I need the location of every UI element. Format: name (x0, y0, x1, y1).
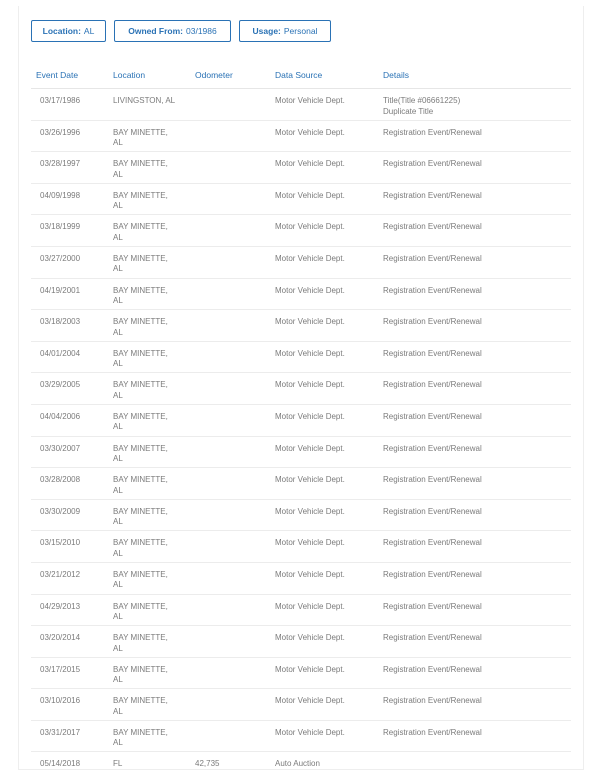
table-row (31, 341, 571, 373)
odometer-cell (195, 594, 275, 626)
table-row (31, 499, 571, 531)
event-date-cell (31, 531, 113, 563)
odometer-cell (195, 278, 275, 310)
location-cell-text: BAY MINETTE, AL (113, 247, 179, 275)
location-cell-text: BAY MINETTE, AL (113, 215, 179, 243)
details-cell-text (383, 752, 571, 759)
odometer-cell (195, 689, 275, 721)
details-cell (383, 341, 571, 373)
odometer-cell-text (195, 405, 275, 412)
odometer-cell (195, 657, 275, 689)
details-cell-text: Registration Event/Renewal (383, 342, 571, 360)
details-cell (383, 720, 571, 752)
details-cell-text: Registration Event/Renewal (383, 152, 571, 170)
data-source-cell-text: Auto Auction (275, 752, 383, 770)
event-date-cell (31, 468, 113, 500)
vehicle-history-table (31, 62, 571, 783)
event-date-cell-text: 03/30/2009 (31, 500, 113, 518)
data-source-cell-text: Motor Vehicle Dept. (275, 563, 383, 581)
event-date-cell-text: 03/31/2017 (31, 721, 113, 739)
details-cell-text: Registration Event/Renewal (383, 437, 571, 455)
odometer-cell-text (195, 215, 275, 222)
event-date-cell (31, 310, 113, 342)
details-cell (383, 89, 571, 121)
data-source-cell (275, 752, 383, 783)
event-date-cell-text: 03/20/2014 (31, 626, 113, 644)
event-date-cell-text: 03/18/2003 (31, 310, 113, 328)
table-row (31, 468, 571, 500)
location-cell-text: BAY MINETTE, AL (113, 152, 179, 180)
location-cell (113, 562, 195, 594)
odometer-cell (195, 562, 275, 594)
usage-filter-value: Personal (284, 21, 318, 41)
details-cell (383, 468, 571, 500)
event-date-cell (31, 689, 113, 721)
odometer-cell (195, 310, 275, 342)
event-date-cell-text: 03/30/2007 (31, 437, 113, 455)
data-source-cell (275, 278, 383, 310)
event-date-cell (31, 373, 113, 405)
details-cell (383, 562, 571, 594)
data-source-cell (275, 468, 383, 500)
location-filter-chip[interactable] (31, 20, 106, 42)
event-date-cell (31, 278, 113, 310)
details-cell-text: Registration Event/Renewal (383, 405, 571, 423)
location-cell-text: BAY MINETTE, AL (113, 500, 179, 528)
odometer-cell (195, 183, 275, 215)
details-cell (383, 436, 571, 468)
event-date-cell (31, 752, 113, 783)
event-date-cell (31, 89, 113, 121)
odometer-cell (195, 404, 275, 436)
details-cell (383, 752, 571, 783)
details-cell-text: Registration Event/Renewal (383, 563, 571, 581)
details-cell (383, 183, 571, 215)
data-source-cell-text: Motor Vehicle Dept. (275, 405, 383, 423)
header-event-date: Event Date (31, 62, 113, 89)
table-row (31, 752, 571, 783)
odometer-cell-text (195, 563, 275, 570)
event-date-cell (31, 436, 113, 468)
data-source-cell-text: Motor Vehicle Dept. (275, 373, 383, 391)
location-cell (113, 499, 195, 531)
data-source-cell-text: Motor Vehicle Dept. (275, 247, 383, 265)
odometer-cell-text (195, 89, 275, 96)
table-row (31, 531, 571, 563)
location-cell (113, 404, 195, 436)
odometer-cell-text (195, 500, 275, 507)
location-cell-text: BAY MINETTE, AL (113, 658, 179, 686)
location-cell (113, 120, 195, 152)
data-source-cell-text: Motor Vehicle Dept. (275, 89, 383, 107)
location-cell (113, 310, 195, 342)
location-cell-text: BAY MINETTE, AL (113, 689, 179, 717)
odometer-cell-text (195, 437, 275, 444)
data-source-cell (275, 562, 383, 594)
odometer-cell (195, 246, 275, 278)
event-date-cell (31, 594, 113, 626)
event-date-cell-text: 05/14/2018 (31, 752, 113, 770)
odometer-cell (195, 89, 275, 121)
table-row (31, 278, 571, 310)
event-date-cell (31, 215, 113, 247)
odometer-cell-text (195, 658, 275, 665)
odometer-cell (195, 120, 275, 152)
event-date-cell-text: 03/15/2010 (31, 531, 113, 549)
details-cell (383, 499, 571, 531)
details-cell (383, 310, 571, 342)
location-cell (113, 531, 195, 563)
odometer-cell (195, 499, 275, 531)
data-source-cell-text: Motor Vehicle Dept. (275, 689, 383, 707)
event-date-cell (31, 404, 113, 436)
details-cell-text: Registration Event/Renewal (383, 215, 571, 233)
event-date-cell-text: 03/28/1997 (31, 152, 113, 170)
details-cell-text: Registration Event/Renewal (383, 247, 571, 265)
details-cell-text: Registration Event/Renewal (383, 595, 571, 613)
details-cell-text: Registration Event/Renewal (383, 121, 571, 139)
event-date-cell-text: 03/17/2015 (31, 658, 113, 676)
table-row (31, 373, 571, 405)
location-cell-text: BAY MINETTE, AL (113, 310, 179, 338)
event-date-cell (31, 246, 113, 278)
odometer-cell (195, 626, 275, 658)
odometer-cell-text (195, 184, 275, 191)
data-source-cell (275, 246, 383, 278)
location-cell (113, 183, 195, 215)
header-odometer: Odometer (195, 62, 275, 89)
location-filter-value: AL (84, 21, 94, 41)
odometer-cell (195, 215, 275, 247)
odometer-cell-text (195, 626, 275, 633)
data-source-cell-text: Motor Vehicle Dept. (275, 121, 383, 139)
data-source-cell-text: Motor Vehicle Dept. (275, 279, 383, 297)
data-source-cell (275, 310, 383, 342)
location-cell (113, 89, 195, 121)
odometer-cell (195, 436, 275, 468)
owned-from-filter-value: 03/1986 (186, 21, 217, 41)
event-date-cell (31, 341, 113, 373)
header-data-source: Data Source (275, 62, 383, 89)
usage-filter-label: Usage: (253, 21, 281, 41)
event-date-cell (31, 720, 113, 752)
location-cell-text: BAY MINETTE, AL (113, 531, 179, 559)
location-cell-text: BAY MINETTE, AL (113, 595, 179, 623)
table-row (31, 404, 571, 436)
event-date-cell-text: 04/09/1998 (31, 184, 113, 202)
table-row (31, 310, 571, 342)
data-source-cell-text: Motor Vehicle Dept. (275, 152, 383, 170)
location-cell (113, 436, 195, 468)
header-details: Details (383, 62, 571, 89)
location-cell (113, 626, 195, 658)
table-row (31, 626, 571, 658)
odometer-cell-text (195, 121, 275, 128)
data-source-cell-text: Motor Vehicle Dept. (275, 342, 383, 360)
data-source-cell (275, 720, 383, 752)
table-row (31, 657, 571, 689)
data-source-cell-text: Motor Vehicle Dept. (275, 437, 383, 455)
table-row (31, 120, 571, 152)
data-source-cell (275, 436, 383, 468)
odometer-cell-text (195, 721, 275, 728)
odometer-cell-text (195, 310, 275, 317)
event-date-cell (31, 152, 113, 184)
event-date-cell-text: 04/19/2001 (31, 279, 113, 297)
table-row (31, 594, 571, 626)
odometer-cell (195, 468, 275, 500)
event-date-cell-text: 03/29/2005 (31, 373, 113, 391)
table-row (31, 183, 571, 215)
details-cell-text: Registration Event/Renewal (383, 658, 571, 676)
event-date-cell (31, 626, 113, 658)
location-cell-text: BAY MINETTE, AL (113, 342, 179, 370)
details-cell (383, 246, 571, 278)
details-cell-text: Registration Event/Renewal (383, 373, 571, 391)
odometer-cell-text (195, 342, 275, 349)
event-date-cell-text: 03/18/1999 (31, 215, 113, 233)
details-cell (383, 120, 571, 152)
data-source-cell (275, 626, 383, 658)
odometer-cell (195, 152, 275, 184)
data-source-cell (275, 152, 383, 184)
odometer-cell (195, 531, 275, 563)
location-cell-text: BAY MINETTE, AL (113, 373, 179, 401)
data-source-cell-text: Motor Vehicle Dept. (275, 310, 383, 328)
event-date-cell-text: 04/01/2004 (31, 342, 113, 360)
data-source-cell (275, 657, 383, 689)
table-header-row (31, 62, 571, 89)
odometer-cell (195, 720, 275, 752)
event-date-cell-text: 03/27/2000 (31, 247, 113, 265)
event-date-cell (31, 657, 113, 689)
details-cell (383, 278, 571, 310)
event-date-cell (31, 562, 113, 594)
data-source-cell (275, 689, 383, 721)
location-cell-text: BAY MINETTE, AL (113, 405, 179, 433)
table-row (31, 89, 571, 121)
details-cell (383, 689, 571, 721)
location-cell (113, 720, 195, 752)
details-cell-text: Registration Event/Renewal (383, 468, 571, 486)
location-cell-text: FL (113, 752, 179, 770)
data-source-cell-text: Motor Vehicle Dept. (275, 215, 383, 233)
table-body (31, 89, 571, 783)
location-cell-text: BAY MINETTE, AL (113, 626, 179, 654)
details-cell-text: Registration Event/Renewal (383, 279, 571, 297)
odometer-cell (195, 752, 275, 783)
data-source-cell-text: Motor Vehicle Dept. (275, 595, 383, 613)
details-cell (383, 594, 571, 626)
details-cell (383, 531, 571, 563)
location-cell-text: BAY MINETTE, AL (113, 121, 179, 149)
location-cell (113, 468, 195, 500)
details-cell-text: Title(Title #06661225) Duplicate Title (383, 89, 571, 117)
details-cell (383, 657, 571, 689)
data-source-cell (275, 594, 383, 626)
odometer-cell-text (195, 689, 275, 696)
location-cell (113, 152, 195, 184)
details-cell-text: Registration Event/Renewal (383, 626, 571, 644)
data-source-cell (275, 404, 383, 436)
table-row (31, 246, 571, 278)
data-source-cell (275, 120, 383, 152)
data-source-cell-text: Motor Vehicle Dept. (275, 184, 383, 202)
location-cell (113, 594, 195, 626)
odometer-cell-text (195, 595, 275, 602)
odometer-cell (195, 341, 275, 373)
location-cell-text: BAY MINETTE, AL (113, 468, 179, 496)
odometer-cell-text (195, 373, 275, 380)
data-source-cell-text: Motor Vehicle Dept. (275, 658, 383, 676)
location-filter-label: Location: (43, 21, 81, 41)
data-source-cell (275, 341, 383, 373)
odometer-cell (195, 373, 275, 405)
data-source-cell-text: Motor Vehicle Dept. (275, 468, 383, 486)
location-cell (113, 278, 195, 310)
details-cell-text: Registration Event/Renewal (383, 184, 571, 202)
filter-chips (31, 20, 331, 42)
table-row (31, 689, 571, 721)
data-source-cell-text: Motor Vehicle Dept. (275, 531, 383, 549)
data-source-cell (275, 215, 383, 247)
table-row (31, 436, 571, 468)
event-date-cell (31, 120, 113, 152)
data-source-cell-text: Motor Vehicle Dept. (275, 721, 383, 739)
details-cell-text: Registration Event/Renewal (383, 310, 571, 328)
details-cell (383, 404, 571, 436)
details-cell-text: Registration Event/Renewal (383, 689, 571, 707)
data-source-cell-text: Motor Vehicle Dept. (275, 500, 383, 518)
odometer-cell-text (195, 247, 275, 254)
data-source-cell-text: Motor Vehicle Dept. (275, 626, 383, 644)
details-cell-text: Registration Event/Renewal (383, 500, 571, 518)
data-source-cell (275, 89, 383, 121)
owned-from-filter-chip[interactable] (114, 20, 231, 42)
details-cell-text: Registration Event/Renewal (383, 531, 571, 549)
data-source-cell (275, 499, 383, 531)
location-cell-text: BAY MINETTE, AL (113, 437, 179, 465)
data-source-cell (275, 531, 383, 563)
table-row (31, 215, 571, 247)
odometer-cell-text (195, 531, 275, 538)
data-source-cell (275, 373, 383, 405)
event-date-cell (31, 499, 113, 531)
vehicle-history-card (18, 6, 584, 770)
table-row (31, 152, 571, 184)
event-date-cell-text: 03/21/2012 (31, 563, 113, 581)
location-cell-text: LIVINGSTON, AL (113, 89, 179, 107)
location-cell (113, 373, 195, 405)
details-cell (383, 373, 571, 405)
details-cell-text: Registration Event/Renewal (383, 721, 571, 739)
event-date-cell-text: 03/28/2008 (31, 468, 113, 486)
event-date-cell-text: 03/10/2016 (31, 689, 113, 707)
location-cell (113, 657, 195, 689)
location-cell (113, 215, 195, 247)
details-cell (383, 152, 571, 184)
location-cell (113, 752, 195, 783)
details-cell (383, 626, 571, 658)
odometer-cell-text (195, 152, 275, 159)
event-date-cell (31, 183, 113, 215)
location-cell-text: BAY MINETTE, AL (113, 563, 179, 591)
usage-filter-chip[interactable] (239, 20, 331, 42)
event-date-cell-text: 03/17/1986 (31, 89, 113, 107)
event-date-cell-text: 03/26/1996 (31, 121, 113, 139)
location-cell (113, 246, 195, 278)
table-row (31, 562, 571, 594)
location-cell-text: BAY MINETTE, AL (113, 721, 179, 749)
location-cell (113, 341, 195, 373)
details-cell (383, 215, 571, 247)
owned-from-filter-label: Owned From: (128, 21, 183, 41)
odometer-cell-text: 42,735 (195, 752, 275, 770)
event-date-cell-text: 04/29/2013 (31, 595, 113, 613)
odometer-cell-text (195, 279, 275, 286)
header-location: Location (113, 62, 195, 89)
location-cell-text: BAY MINETTE, AL (113, 184, 179, 212)
data-source-cell (275, 183, 383, 215)
location-cell (113, 689, 195, 721)
location-cell-text: BAY MINETTE, AL (113, 279, 179, 307)
odometer-cell-text (195, 468, 275, 475)
table-row (31, 720, 571, 752)
event-date-cell-text: 04/04/2006 (31, 405, 113, 423)
